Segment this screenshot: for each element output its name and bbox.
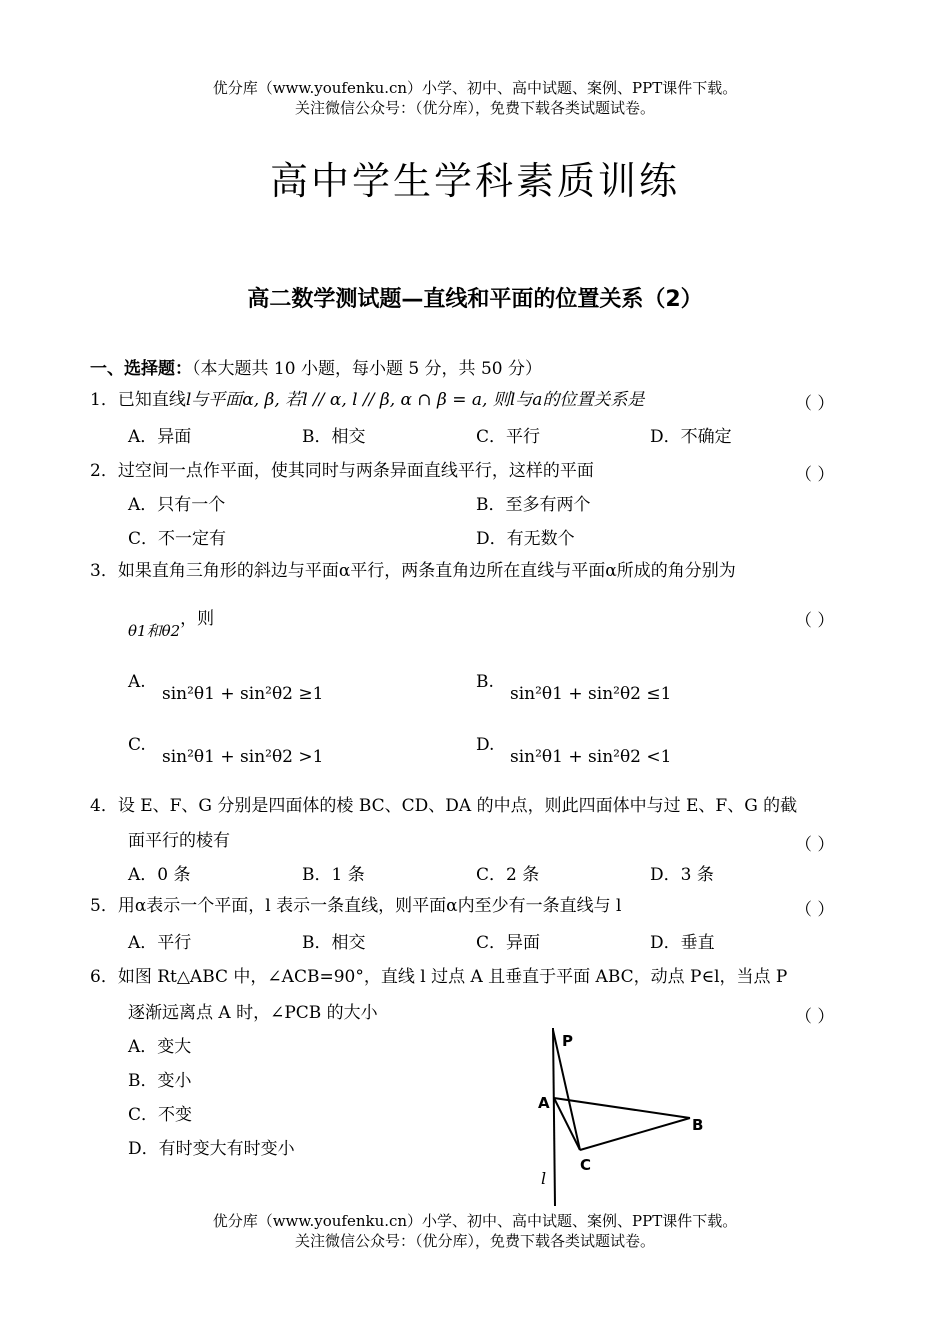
question-4 [90,795,797,817]
footer-line-1: 优分库（www.youfenku.cn）小学、初中、高中试题、案例、PPT课件下载。 [212,1212,738,1230]
q3-option-a-math: sin²θ1 + sin²θ2 ≥1 [162,684,324,704]
q3-number: 3． [90,561,118,581]
q5-number: 5． [90,896,118,916]
q3-then-text: ，则 [180,609,215,629]
q5-option-d: D．垂直 [650,933,715,953]
label-l: l [541,1169,547,1188]
q6-text-line-2: 逐渐远离点 A 时，∠PCB 的大小 [128,1003,378,1023]
q6-number: 6． [90,967,118,987]
q2-option-a: A．只有一个 [128,495,226,515]
q2-answer-blank: （ ） [795,465,835,485]
q5-text: 用α表示一个平面，l 表示一条直线，则平面α内至少有一条直线与 l [117,896,622,916]
q1-answer-blank: （ ） [795,394,835,414]
q3-option-b-math: sin²θ1 + sin²θ2 ≤1 [510,684,672,704]
q5-option-b: B．相交 [302,933,366,953]
q6-option-b: B．变小 [128,1071,192,1091]
header-line-2: 关注微信公众号：（优分库），免费下载各类试题试卷。 [294,99,655,117]
section-heading [90,358,542,380]
q3-option-c-label: C. [128,735,146,755]
q4-option-d: D．3 条 [650,865,714,885]
label-c: C [580,1156,592,1174]
q2-text: 过空间一点作平面，使其同时与两条异面直线平行，这样的平面 [117,461,594,481]
q3-option-b-label: B. [476,672,494,692]
label-a: A [538,1094,550,1112]
q3-answer-blank: （ ） [795,611,835,631]
question-2 [90,460,594,482]
q3-theta-math: θ1和θ2 [128,622,181,640]
q5-answer-blank: （ ） [795,900,835,920]
q1-option-c: C．平行 [476,427,541,447]
q3-option-c-math: sin²θ1 + sin²θ2 >1 [162,747,324,767]
q1-option-b: B．相交 [302,427,366,447]
q4-option-c: C．2 条 [476,865,540,885]
q5-option-a: A．平行 [128,933,192,953]
page-title: 高中学生学科素质训练 [269,159,680,203]
q4-text: 设 E、F、G 分别是四面体的棱 BC、CD、DA 的中点，则此四面体中与过 E、F、G 的截 [117,796,798,816]
q2-number: 2． [90,461,118,481]
q1-number: 1． [90,390,118,410]
q3-option-a-label: A. [128,672,146,692]
q3-line-2 [128,608,215,640]
q5-option-c: C．异面 [476,933,541,953]
test-subtitle: 高二数学测试题—直线和平面的位置关系（2） [247,287,703,312]
q6-option-a: A．变大 [128,1037,192,1057]
q4-text-line-2: 面平行的棱有 [128,831,230,851]
segment-cb [580,1118,690,1150]
q4-number: 4． [90,796,118,816]
header-line-1: 优分库（www.youfenku.cn）小学、初中、高中试题、案例、PPT课件下载。 [212,79,738,97]
q4-answer-blank: （ ） [795,835,835,855]
section-note: （本大题共 10 小题，每小题 5 分，共 50 分） [192,359,543,379]
q1-math: l与平面α, β, 若l // α, l // β, α ∩ β = a, 则l与a的位置关系是 [185,390,645,410]
q2-option-c: C．不一定有 [128,529,227,549]
q6-option-d: D．有时变大有时变小 [128,1139,295,1159]
q1-option-d: D．不确定 [650,427,732,447]
question-3 [90,560,736,582]
q3-option-d-label: D. [476,735,495,755]
footer-line-2: 关注微信公众号：（优分库），免费下载各类试题试卷。 [294,1232,655,1250]
segment-ac [554,1098,580,1150]
q3-text: 如果直角三角形的斜边与平面α平行，两条直角边所在直线与平面α所成的角分别为 [117,561,736,581]
q6-option-c: C．不变 [128,1105,193,1125]
q4-option-a: A．0 条 [128,865,191,885]
q1-option-a: A．异面 [128,427,192,447]
q2-option-b: B．至多有两个 [476,495,591,515]
q4-option-b: B．1 条 [302,865,365,885]
q1-text: 已知直线 [117,390,186,410]
q3-option-d-math: sin²θ1 + sin²θ2 <1 [510,747,672,767]
question-1 [90,389,644,411]
section-label: 一、选择题： [90,359,192,379]
q2-option-d: D．有无数个 [476,529,575,549]
line-l [553,1028,555,1206]
label-p: P [562,1032,573,1050]
question-5 [90,895,621,917]
label-b: B [692,1116,704,1134]
question-6 [90,966,787,988]
segment-ab [554,1098,690,1118]
triangle-figure [528,1022,718,1210]
q6-answer-blank: （ ） [795,1007,835,1027]
q6-text: 如图 Rt△ABC 中，∠ACB=90°，直线 l 过点 A 且垂直于平面 ABC，动点 P∈l，当点 P [117,967,788,987]
